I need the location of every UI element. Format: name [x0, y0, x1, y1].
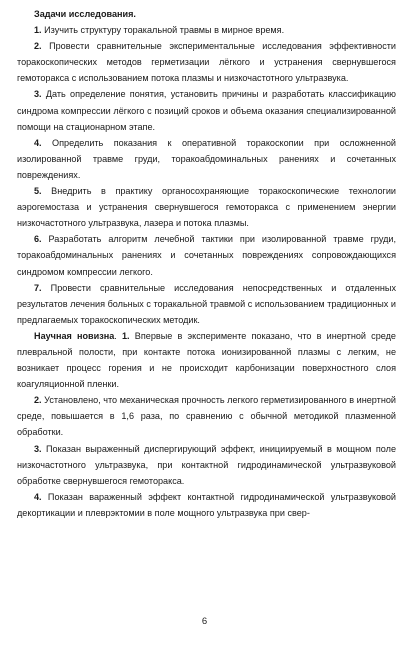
novelty-item [17, 392, 396, 440]
novelty-text: Впервые в эксперименте показано, что в инертной среде плевральной полости, при контакте потока ионизированной плазмы с легким, не возникает процесс горения и не происходит карбонизации поверхностного слоя коагуляционной пленки. [17, 330, 396, 390]
task-item [17, 183, 396, 231]
novelty-item [17, 441, 396, 489]
task-number: 1. [34, 25, 42, 36]
document-body [17, 6, 396, 521]
novelty-text: Показан вараженный эффект контактной гидродинамической ультразвуковой декортикации и плеврэктомии в поле мощного ультразвука при свер- [17, 491, 396, 518]
novelty-number: 3. [34, 443, 42, 454]
task-item [17, 22, 396, 38]
task-item [17, 86, 396, 134]
page-number: 6 [201, 616, 208, 627]
task-item [17, 38, 396, 86]
novelty-text: Установлено, что механическая прочность легкого герметизированного в инертной среде, повышается в 1,6 раза, по сравнению с обычной методикой плазменной обработки. [17, 395, 396, 438]
task-text: Провести сравнительные экспериментальные исследования эффективности торакоскопических методов герметизации лёгкого и устранения свернувшегося гемоторакса с использованием потока плазмы и низкочастотного ультразвука. [17, 41, 396, 84]
section-heading: Задачи исследования. [34, 9, 136, 19]
task-text: Определить показания к оперативной торакоскопии при осложненной изолированной травме груди, торакоабдоминальных ранениях и сочетанных повреждениях. [17, 137, 396, 180]
task-text: Дать определение понятия, установить причины и разработать классификацию синдрома компрессии лёгкого с позиций сроков и объема оказания специализированной помощи на стационарном этапе. [17, 89, 396, 132]
novelty-item [17, 489, 396, 521]
task-text: Провести сравнительные исследования непосредственных и отдаленных результатов лечения больных с торакальной травмой с использованием традиционных и предлагаемых торакоскопических методик. [17, 282, 396, 325]
task-number: 2. [34, 41, 42, 52]
task-number: 4. [34, 137, 42, 148]
task-item [17, 135, 396, 183]
task-number: 6. [34, 234, 42, 245]
novelty-text: Показан выраженный диспергирующий эффект, инициируемый в мощном поле низкочастотного ультразвука, при контактной гидродинамической ультразвуковой обработке свернувшегося гемоторакса. [17, 443, 396, 486]
novelty-number: 1. [122, 330, 130, 341]
task-text: Разработать алгоритм лечебной тактики при изолированной травме груди, торакоабдоминальных ранениях и сочетанных повреждениях сопровождающихся синдромом компрессии легкого. [17, 234, 396, 277]
task-number: 5. [34, 186, 42, 197]
task-item [17, 280, 396, 328]
task-text: Внедрить в практику органосохраняющие торакоскопические технологии аэрогемостаза и устранения свернувшегося гемоторакса с применением энергии низкочастотного ультразвука, лазера и потока плазмы. [17, 186, 396, 229]
novelty-label: Научная новизна [34, 330, 115, 341]
novelty-item: Научная новизна. 1. Впервые в эксперименте показано, что в инертной среде плевральной полости, при контакте потока ионизированной плазмы с легким, не возникает процесс горения и не происходит карбонизации поверхностного слоя коагуляционной пленки. [17, 330, 396, 390]
task-text: Изучить структуру торакальной травмы в мирное время. [41, 25, 285, 36]
task-item [17, 231, 396, 279]
novelty-number: 2. [34, 395, 42, 406]
task-number: 3. [34, 89, 42, 100]
task-number: 7. [34, 282, 42, 293]
novelty-number: 4. [34, 491, 42, 502]
